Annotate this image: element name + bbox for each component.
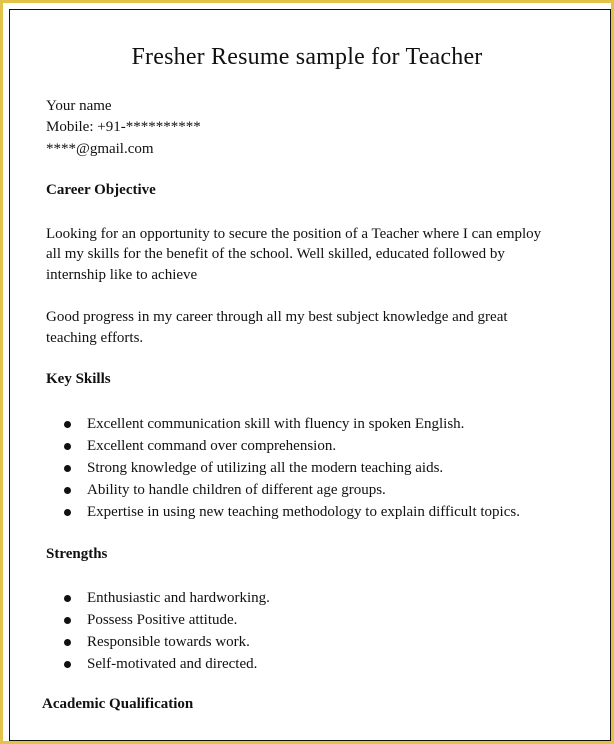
- strength-item: Enthusiastic and hardworking.: [87, 590, 270, 606]
- document-title: Fresher Resume sample for Teacher: [131, 44, 483, 70]
- strength-item: Self-motivated and directed.: [87, 656, 258, 672]
- career-objective-line-2: all my skills for the benefit of the school. Well skilled, educated followed by: [46, 246, 505, 262]
- key-skill-item: Ability to handle children of different age groups.: [87, 482, 386, 498]
- key-skill-item: Excellent command over comprehension.: [87, 438, 337, 454]
- bullet-icon: [64, 421, 71, 428]
- contact-email: ****@gmail.com: [46, 141, 154, 157]
- bullet-icon: [64, 509, 71, 516]
- bullet-icon: [64, 617, 71, 624]
- bullet-icon: [64, 443, 71, 450]
- bullet-icon: [64, 465, 71, 472]
- bullet-icon: [64, 487, 71, 494]
- academic-qualification-heading: Academic Qualification: [42, 696, 194, 712]
- key-skill-item: Strong knowledge of utilizing all the modern teaching aids.: [87, 460, 444, 476]
- key-skills-heading: Key Skills: [46, 371, 111, 387]
- bullet-icon: [64, 661, 71, 668]
- career-objective-line-5: teaching efforts.: [46, 330, 144, 346]
- contact-name: Your name: [46, 98, 112, 114]
- contact-mobile: Mobile: +91-**********: [46, 119, 201, 135]
- career-objective-line-1: Looking for an opportunity to secure the position of a Teacher where I can employ: [46, 226, 542, 242]
- key-skill-item: Excellent communication skill with fluency in spoken English.: [87, 416, 465, 432]
- bullet-icon: [64, 595, 71, 602]
- key-skill-item: Expertise in using new teaching methodology to explain difficult topics.: [87, 504, 520, 520]
- strength-item: Responsible towards work.: [87, 634, 250, 650]
- strength-item: Possess Positive attitude.: [87, 612, 238, 628]
- career-objective-heading: Career Objective: [46, 182, 156, 198]
- career-objective-line-3: internship like to achieve: [46, 267, 198, 283]
- strengths-heading: Strengths: [46, 546, 108, 562]
- bullet-icon: [64, 639, 71, 646]
- career-objective-line-4: Good progress in my career through all my best subject knowledge and great: [46, 309, 508, 325]
